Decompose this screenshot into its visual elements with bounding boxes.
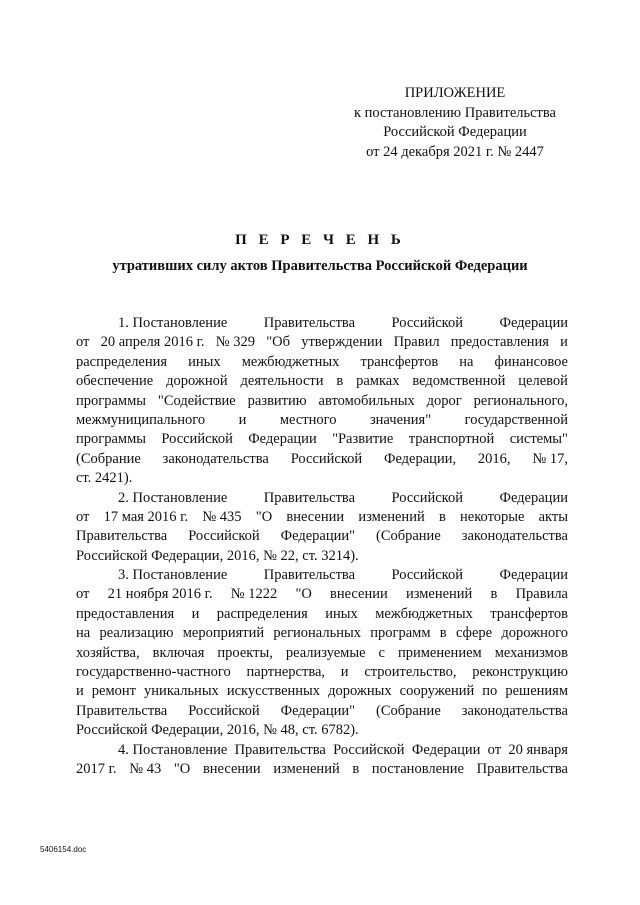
word: обеспечение	[76, 373, 154, 390]
word: 3. Постановление	[118, 567, 228, 584]
word: утверждении	[301, 334, 383, 351]
word: внесении	[202, 760, 261, 777]
word: Федерации,	[383, 450, 457, 467]
word: межмуниципального	[76, 411, 206, 428]
word: программы	[76, 392, 146, 409]
word: Федерации	[411, 741, 481, 758]
word: 2. Постановление	[118, 489, 228, 506]
document-title: П Е Р Е Ч Е Н Ь	[235, 232, 405, 248]
word: системы"	[509, 431, 568, 448]
word: транспортной	[408, 431, 495, 448]
word: государственно-частного	[76, 664, 231, 681]
word: значения"	[369, 411, 432, 428]
word: от	[76, 586, 90, 603]
word: Федерации	[499, 567, 568, 584]
word: и	[76, 683, 84, 700]
paragraph-first-line	[76, 314, 568, 333]
word: предоставления	[450, 334, 549, 351]
word: Российской	[290, 450, 363, 467]
word: Правительства	[263, 315, 356, 331]
word: на	[76, 625, 91, 642]
word: законодательства	[461, 702, 568, 719]
paragraph-line	[76, 450, 568, 469]
word: решениям	[505, 683, 568, 700]
paragraph-line	[76, 644, 568, 663]
word: распределения	[76, 353, 168, 370]
word: Российской	[161, 431, 233, 448]
word: финансовое	[494, 353, 568, 370]
word: сфере	[455, 625, 493, 642]
word: Правительства	[476, 760, 568, 777]
word: Федерации"	[280, 702, 356, 719]
appendix-date: от 24 декабря 2021 г. № 2447	[366, 143, 544, 160]
paragraph-line	[76, 333, 568, 352]
appendix-block	[300, 84, 610, 162]
word: "Развитие	[332, 431, 394, 448]
word: № 43	[129, 760, 162, 777]
word: внесении	[286, 508, 345, 525]
word: законодательства	[162, 450, 269, 467]
paragraph-line	[76, 721, 568, 740]
word: партнерства,	[246, 664, 326, 681]
word: проекты,	[217, 644, 273, 661]
word: региональных	[273, 625, 361, 642]
word: и	[191, 605, 200, 622]
word: межбюджетных	[375, 605, 473, 622]
word: 20 января	[508, 741, 568, 758]
word: регионального,	[473, 392, 568, 409]
paragraph-line	[76, 527, 568, 546]
word: от	[76, 334, 90, 351]
word: № 1222	[230, 586, 278, 603]
word: Российской	[391, 489, 463, 506]
word: Правительства	[76, 528, 168, 545]
word: ведомственной	[412, 373, 506, 390]
word: и	[340, 664, 349, 681]
paragraph-first-line	[76, 489, 568, 508]
word: местного	[279, 411, 337, 428]
word: с	[378, 644, 385, 661]
paragraph-line	[76, 760, 568, 779]
appendix-line: к постановлению Правительства	[354, 104, 556, 121]
paragraph-line	[76, 605, 568, 624]
word: № 435	[202, 508, 242, 525]
word: некоторые	[460, 508, 525, 525]
word: Российской	[391, 567, 463, 584]
word: дорог	[426, 392, 462, 409]
word: № 329	[215, 334, 255, 351]
word: 21 ноября 2016 г.	[107, 586, 213, 603]
paragraph-line	[76, 430, 568, 449]
word: Правил	[393, 334, 440, 351]
word: дорожного	[501, 625, 568, 642]
word: программы	[76, 431, 146, 448]
word: от	[76, 508, 90, 525]
word: иных	[325, 605, 358, 622]
word: реконструкцию	[472, 664, 568, 681]
word: автомобильных	[318, 392, 415, 409]
word: "О	[295, 586, 312, 603]
paragraph-line	[76, 663, 568, 682]
word: 20 апреля 2016 г.	[100, 334, 205, 351]
word: (Собрание	[375, 528, 441, 545]
word: включая	[152, 644, 205, 661]
word: Федерации	[248, 431, 317, 448]
word: реализацию	[99, 625, 174, 642]
word: Российской	[333, 741, 405, 758]
word: изменений	[405, 586, 473, 603]
word: Федерации	[499, 315, 568, 331]
appendix-line: Российской Федерации	[383, 124, 527, 140]
word: законодательства	[461, 528, 568, 545]
word: ремонт	[91, 683, 137, 700]
word: Правила	[515, 586, 568, 603]
word: № 17,	[532, 450, 568, 467]
word: Российской Федерации, 2016, № 22, ст. 3214).	[76, 547, 359, 564]
word: рамках	[356, 373, 400, 390]
paragraph-line	[76, 682, 568, 701]
paragraph-line	[76, 547, 568, 566]
word: акты	[538, 508, 568, 525]
word: Российской	[188, 702, 260, 719]
word: искусственных	[226, 683, 321, 700]
word: Правительства	[263, 489, 356, 506]
word: хозяйства,	[76, 644, 140, 661]
word: Правительства	[263, 567, 356, 584]
word: в	[438, 508, 446, 525]
word: уникальных	[144, 683, 219, 700]
word: иных	[188, 353, 221, 370]
footer-filename: 5406154.doc	[40, 845, 87, 854]
word: (Собрание	[76, 450, 141, 467]
word: Правительства	[76, 702, 168, 719]
paragraph-line	[76, 353, 568, 372]
word: Российской Федерации, 2016, № 48, ст. 6782).	[76, 722, 359, 739]
word: программ	[370, 625, 431, 642]
paragraph-line	[76, 469, 568, 488]
paragraph-line	[76, 624, 568, 643]
word: строительство,	[364, 664, 457, 681]
paragraph-line	[76, 372, 568, 391]
word: Правительства	[234, 741, 326, 758]
word: целевой	[518, 373, 568, 390]
word: Российской	[391, 315, 463, 331]
word: ст. 2421).	[76, 470, 133, 487]
document-body	[76, 314, 568, 779]
word: "Содействие	[157, 392, 236, 409]
paragraph-first-line	[76, 741, 568, 760]
word: дорожной	[166, 373, 228, 390]
word: межбюджетных	[241, 353, 340, 370]
paragraph-first-line	[76, 566, 568, 585]
paragraph-line	[76, 508, 568, 527]
word: предоставления	[76, 605, 175, 622]
word: реализуемые	[285, 644, 366, 661]
paragraph-line	[76, 585, 568, 604]
word: (Собрание	[375, 702, 441, 719]
word: и	[560, 334, 568, 351]
word: трансфертов	[490, 605, 568, 622]
word: на	[459, 353, 474, 370]
word: постановление	[371, 760, 464, 777]
word: 1. Постановление	[118, 315, 228, 331]
word: изменений	[273, 760, 340, 777]
word: применением	[397, 644, 482, 661]
word: в	[352, 760, 360, 777]
word: государственной	[464, 411, 568, 428]
word: механизмов	[494, 644, 568, 661]
word: Федерации	[499, 489, 568, 506]
word: развитию	[247, 392, 307, 409]
word: 17 мая 2016 г.	[103, 508, 189, 525]
word: Федерации"	[280, 528, 356, 545]
word: мероприятий	[182, 625, 265, 642]
word: Российской	[188, 528, 260, 545]
word: внесении	[330, 586, 388, 603]
word: дорожных	[328, 683, 392, 700]
paragraph-line	[76, 411, 568, 430]
word: сооружений	[399, 683, 475, 700]
word: в	[490, 586, 498, 603]
word: "О	[173, 760, 191, 777]
word: от	[487, 741, 502, 758]
word: и	[238, 411, 247, 428]
paragraph-line	[76, 392, 568, 411]
word: деятельности	[240, 373, 324, 390]
word: по	[482, 683, 498, 700]
word: изменений	[358, 508, 425, 525]
word: в	[336, 373, 344, 390]
document-subtitle: утративших силу актов Правительства Российской Федерации	[112, 258, 528, 274]
paragraph-line	[76, 702, 568, 721]
word: "Об	[266, 334, 290, 351]
word: распределения	[216, 605, 308, 622]
word: 2016,	[477, 450, 511, 467]
word: 2017 г.	[76, 760, 117, 777]
word: "О	[255, 508, 273, 525]
word: трансфертов	[360, 353, 439, 370]
appendix-title: ПРИЛОЖЕНИЕ	[404, 85, 506, 101]
word: 4. Постановление	[118, 741, 228, 758]
word: в	[439, 625, 447, 642]
